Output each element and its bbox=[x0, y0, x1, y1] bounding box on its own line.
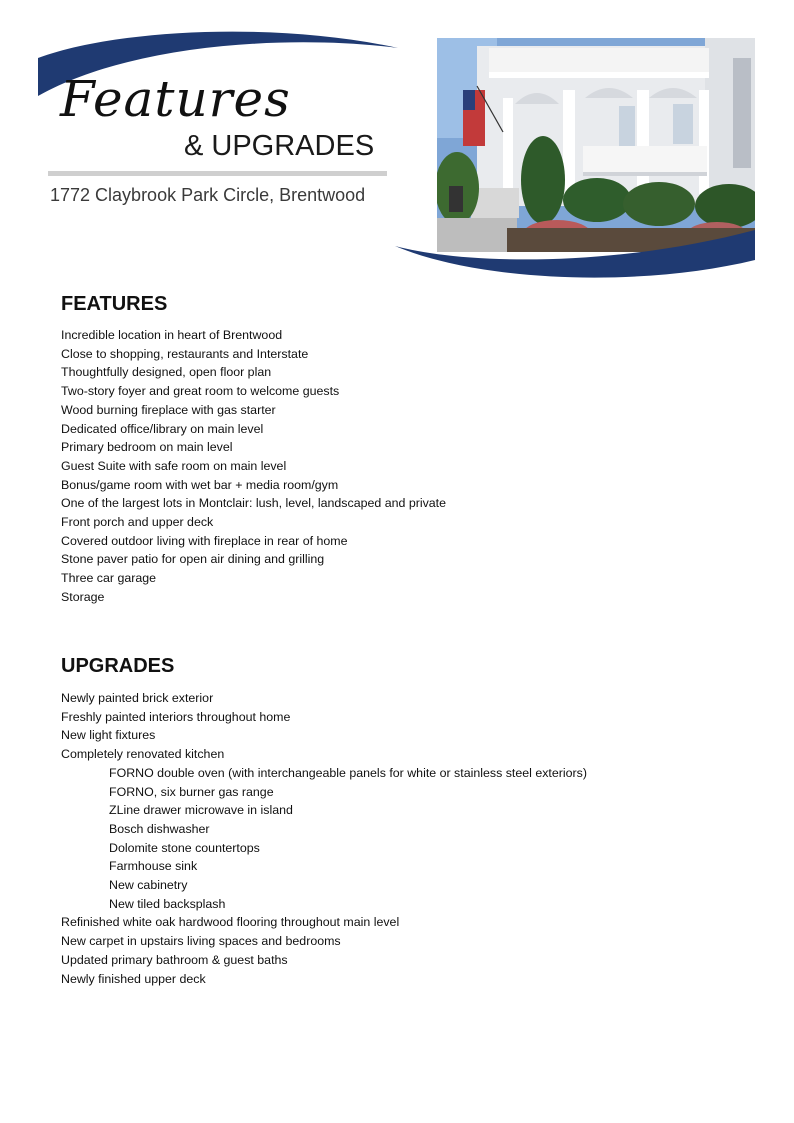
kitchen-sub-item: FORNO double oven (with interchangeable panels for white or stainless steel exteriors) bbox=[109, 765, 587, 780]
photo-swoosh-bottom bbox=[0, 0, 794, 300]
features-list-item: Dedicated office/library on main level bbox=[61, 421, 264, 436]
upgrades-title: & UPGRADES bbox=[184, 130, 375, 162]
features-list-item: One of the largest lots in Montclair: lush, level, landscaped and private bbox=[61, 496, 447, 511]
features-list-item: Bonus/game room with wet bar + media room/gym bbox=[61, 477, 339, 492]
features-list-item: Two-story foyer and great room to welcome guests bbox=[61, 384, 340, 399]
features-list-item: Guest Suite with safe room on main level bbox=[61, 458, 287, 473]
features-list-item: Three car garage bbox=[61, 571, 157, 586]
upgrades-list-item: Newly painted brick exterior bbox=[61, 691, 214, 705]
kitchen-sub-item: Bosch dishwasher bbox=[109, 821, 210, 836]
features-list bbox=[61, 326, 446, 607]
kitchen-sub-item: New tiled backsplash bbox=[109, 896, 226, 911]
features-list-item: Incredible location in heart of Brentwood bbox=[61, 328, 283, 342]
upgrades-list-item: New carpet in upstairs living spaces and bedrooms bbox=[61, 934, 341, 949]
features-list-item: Covered outdoor living with fireplace in rear of home bbox=[61, 533, 348, 548]
kitchen-sub-item: ZLine drawer microwave in island bbox=[109, 803, 293, 818]
features-script-title: Features bbox=[60, 70, 291, 128]
features-list-item: Front porch and upper deck bbox=[61, 515, 214, 530]
upgrades-list bbox=[61, 689, 587, 988]
features-list-item: Close to shopping, restaurants and Interstate bbox=[61, 346, 309, 361]
upgrades-heading: UPGRADES bbox=[61, 655, 175, 677]
upgrades-list-item: Updated primary bathroom & guest baths bbox=[61, 952, 288, 967]
kitchen-sub-item: Dolomite stone countertops bbox=[109, 840, 260, 855]
upgrades-list-item: Freshly painted interiors throughout home bbox=[61, 709, 291, 724]
upgrades-list-item: Refinished white oak hardwood flooring throughout main level bbox=[61, 915, 400, 930]
upgrades-list-item: Newly finished upper deck bbox=[61, 971, 206, 986]
features-list-item: Storage bbox=[61, 589, 105, 604]
kitchen-sub-item: Farmhouse sink bbox=[109, 859, 198, 874]
upgrades-list-item: New light fixtures bbox=[61, 728, 156, 743]
features-heading: FEATURES bbox=[61, 293, 168, 315]
features-list-item: Thoughtfully designed, open floor plan bbox=[61, 365, 272, 380]
kitchen-sub-item: FORNO, six burner gas range bbox=[109, 784, 274, 799]
property-address: 1772 Claybrook Park Circle, Brentwood bbox=[50, 185, 366, 205]
kitchen-sub-item: New cabinetry bbox=[109, 878, 188, 893]
features-list-item: Primary bedroom on main level bbox=[61, 440, 233, 455]
features-list-item: Stone paver patio for open air dining and grilling bbox=[61, 552, 325, 567]
upgrades-list-item: Completely renovated kitchen bbox=[61, 747, 225, 762]
features-list-item: Wood burning fireplace with gas starter bbox=[61, 402, 276, 417]
